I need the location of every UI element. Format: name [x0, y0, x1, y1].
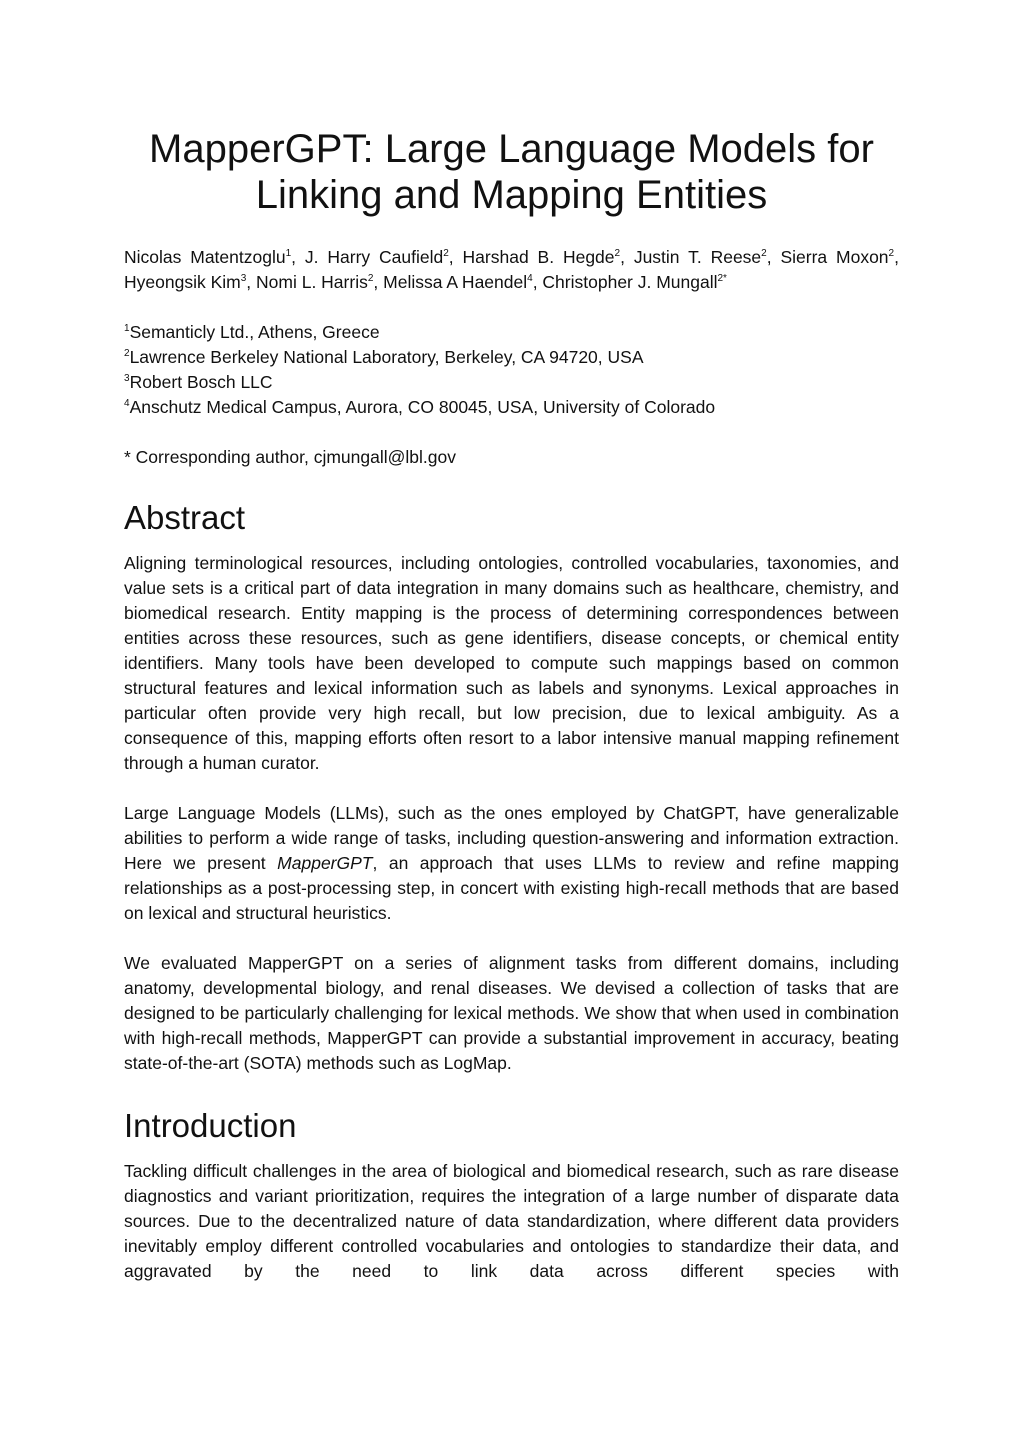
abstract-paragraph-1: Aligning terminological resources, including ontologies, controlled vocabularies, taxonomies, and value sets is a critical part of data integration in many domains such as healthcare, chemistry, and biomedical research. Entity mapping is the process of determining correspondences between entities across these resources, such as gene identifiers, disease concepts, or chemical entity identifiers. Many tools have been developed to compute such mappings based on common structural features and lexical information such as labels and synonyms. Lexical approaches in particular often provide very high recall, but low precision, due to lexical ambiguity. As a consequence of this, mapping efforts often resort to a labor intensive manual mapping refinement through a human curator.: [124, 553, 899, 773]
affiliation-item: [124, 345, 899, 370]
author-name: Nicolas Matentzoglu: [124, 247, 286, 267]
affiliation-sup: 4: [124, 398, 130, 410]
affiliation-item: [124, 370, 899, 395]
affiliation-text: Anschutz Medical Campus, Aurora, CO 80045, USA, University of Colorado: [129, 397, 716, 417]
affiliation-list: [124, 320, 899, 420]
author-name: J. Harry Caufield: [304, 247, 444, 267]
corresponding-author-note: * Corresponding author, cjmungall@lbl.gov: [124, 447, 456, 467]
author-affil-sup: 2: [614, 248, 621, 260]
abstract-p2-text-b: , an approach that uses LLMs to review and refine mapping relationships as a post-processing step, in concert with existing high-recall methods that are based on lexical and structural heuristics.: [124, 853, 899, 923]
affiliation-sup: 1: [124, 323, 130, 335]
author-name: Christopher J. Mungall: [542, 272, 718, 292]
affiliation-text: Lawrence Berkeley National Laboratory, Berkeley, CA 94720, USA: [129, 347, 644, 367]
author-affil-sup: 2: [367, 273, 374, 285]
author-name: Sierra Moxon: [780, 247, 889, 267]
paper-page: [124, 126, 899, 1284]
author-affil-sup: 2: [443, 248, 449, 260]
title-line-2: Linking and Mapping Entities: [255, 173, 768, 217]
author-name: Harshad B. Hegde: [462, 247, 615, 267]
author-affil-sup: 1: [285, 248, 292, 260]
introduction-paragraph-1: Tackling difficult challenges in the area of biological and biomedical research, such as rare disease diagnostics and variant prioritization, requires the integration of a large number of disparate data sources. Due to the decentralized nature of data standardization, where different data providers inevitably employ different controlled vocabularies and ontologies to standardize their data, and aggravated by the need to link data across different species with: [124, 1161, 899, 1281]
abstract-paragraph-3: We evaluated MapperGPT on a series of alignment tasks from different domains, including anatomy, developmental biology, and renal diseases. We devised a collection of tasks that are designed to be particularly challenging for lexical methods. We show that when used in combination with high-recall methods, MapperGPT can provide a substantial improvement in accuracy, beating state-of-the-art (SOTA) methods such as LogMap.: [124, 953, 899, 1073]
author-affil-sup: 2: [761, 248, 767, 260]
title-line-1: MapperGPT: Large Language Models for: [149, 127, 874, 171]
affiliation-sup: 2: [124, 348, 130, 360]
author-name: Hyeongsik Kim: [124, 272, 241, 292]
author-affil-sup: 2*: [717, 273, 727, 285]
author-name: Justin T. Reese: [633, 247, 762, 267]
author-name: Nomi L. Harris: [256, 272, 368, 292]
abstract-paragraph-2: [124, 801, 899, 926]
author-affil-sup: 4: [527, 273, 533, 285]
affiliation-text: Semanticly Ltd., Athens, Greece: [129, 322, 380, 342]
author-name: Melissa A Haendel: [383, 272, 528, 292]
abstract-p2-text-a: Large Language Models (LLMs), such as the ones employed by ChatGPT, have generalizable abilities to perform a wide range of tasks, including question-answering and information extraction. Here we present: [124, 803, 899, 873]
affiliation-text: Robert Bosch LLC: [129, 372, 273, 392]
author-affil-sup: 2: [888, 248, 895, 260]
paper-title: [124, 126, 899, 218]
abstract-p2-system-name: MapperGPT: [277, 853, 373, 873]
introduction-heading: Introduction: [124, 1107, 297, 1144]
author-list: Nicolas Matentzoglu$^1$, J. Harry Caufield$^2$, Harshad B. Hegde$^2$, Justin T. Reese$^2$, Sierra Moxon$^2$, Hyeongsik Kim$^3$, Nomi L. Harris$^2$, Melissa A Haendel$^4$, Christopher J. Mungall$^{2*}$: [124, 247, 899, 292]
author-affil-sup: 3: [240, 273, 247, 285]
affiliation-sup: 3: [124, 373, 130, 385]
abstract-heading: Abstract: [124, 499, 246, 536]
affiliation-item: [124, 395, 899, 420]
affiliation-item: [124, 320, 899, 345]
